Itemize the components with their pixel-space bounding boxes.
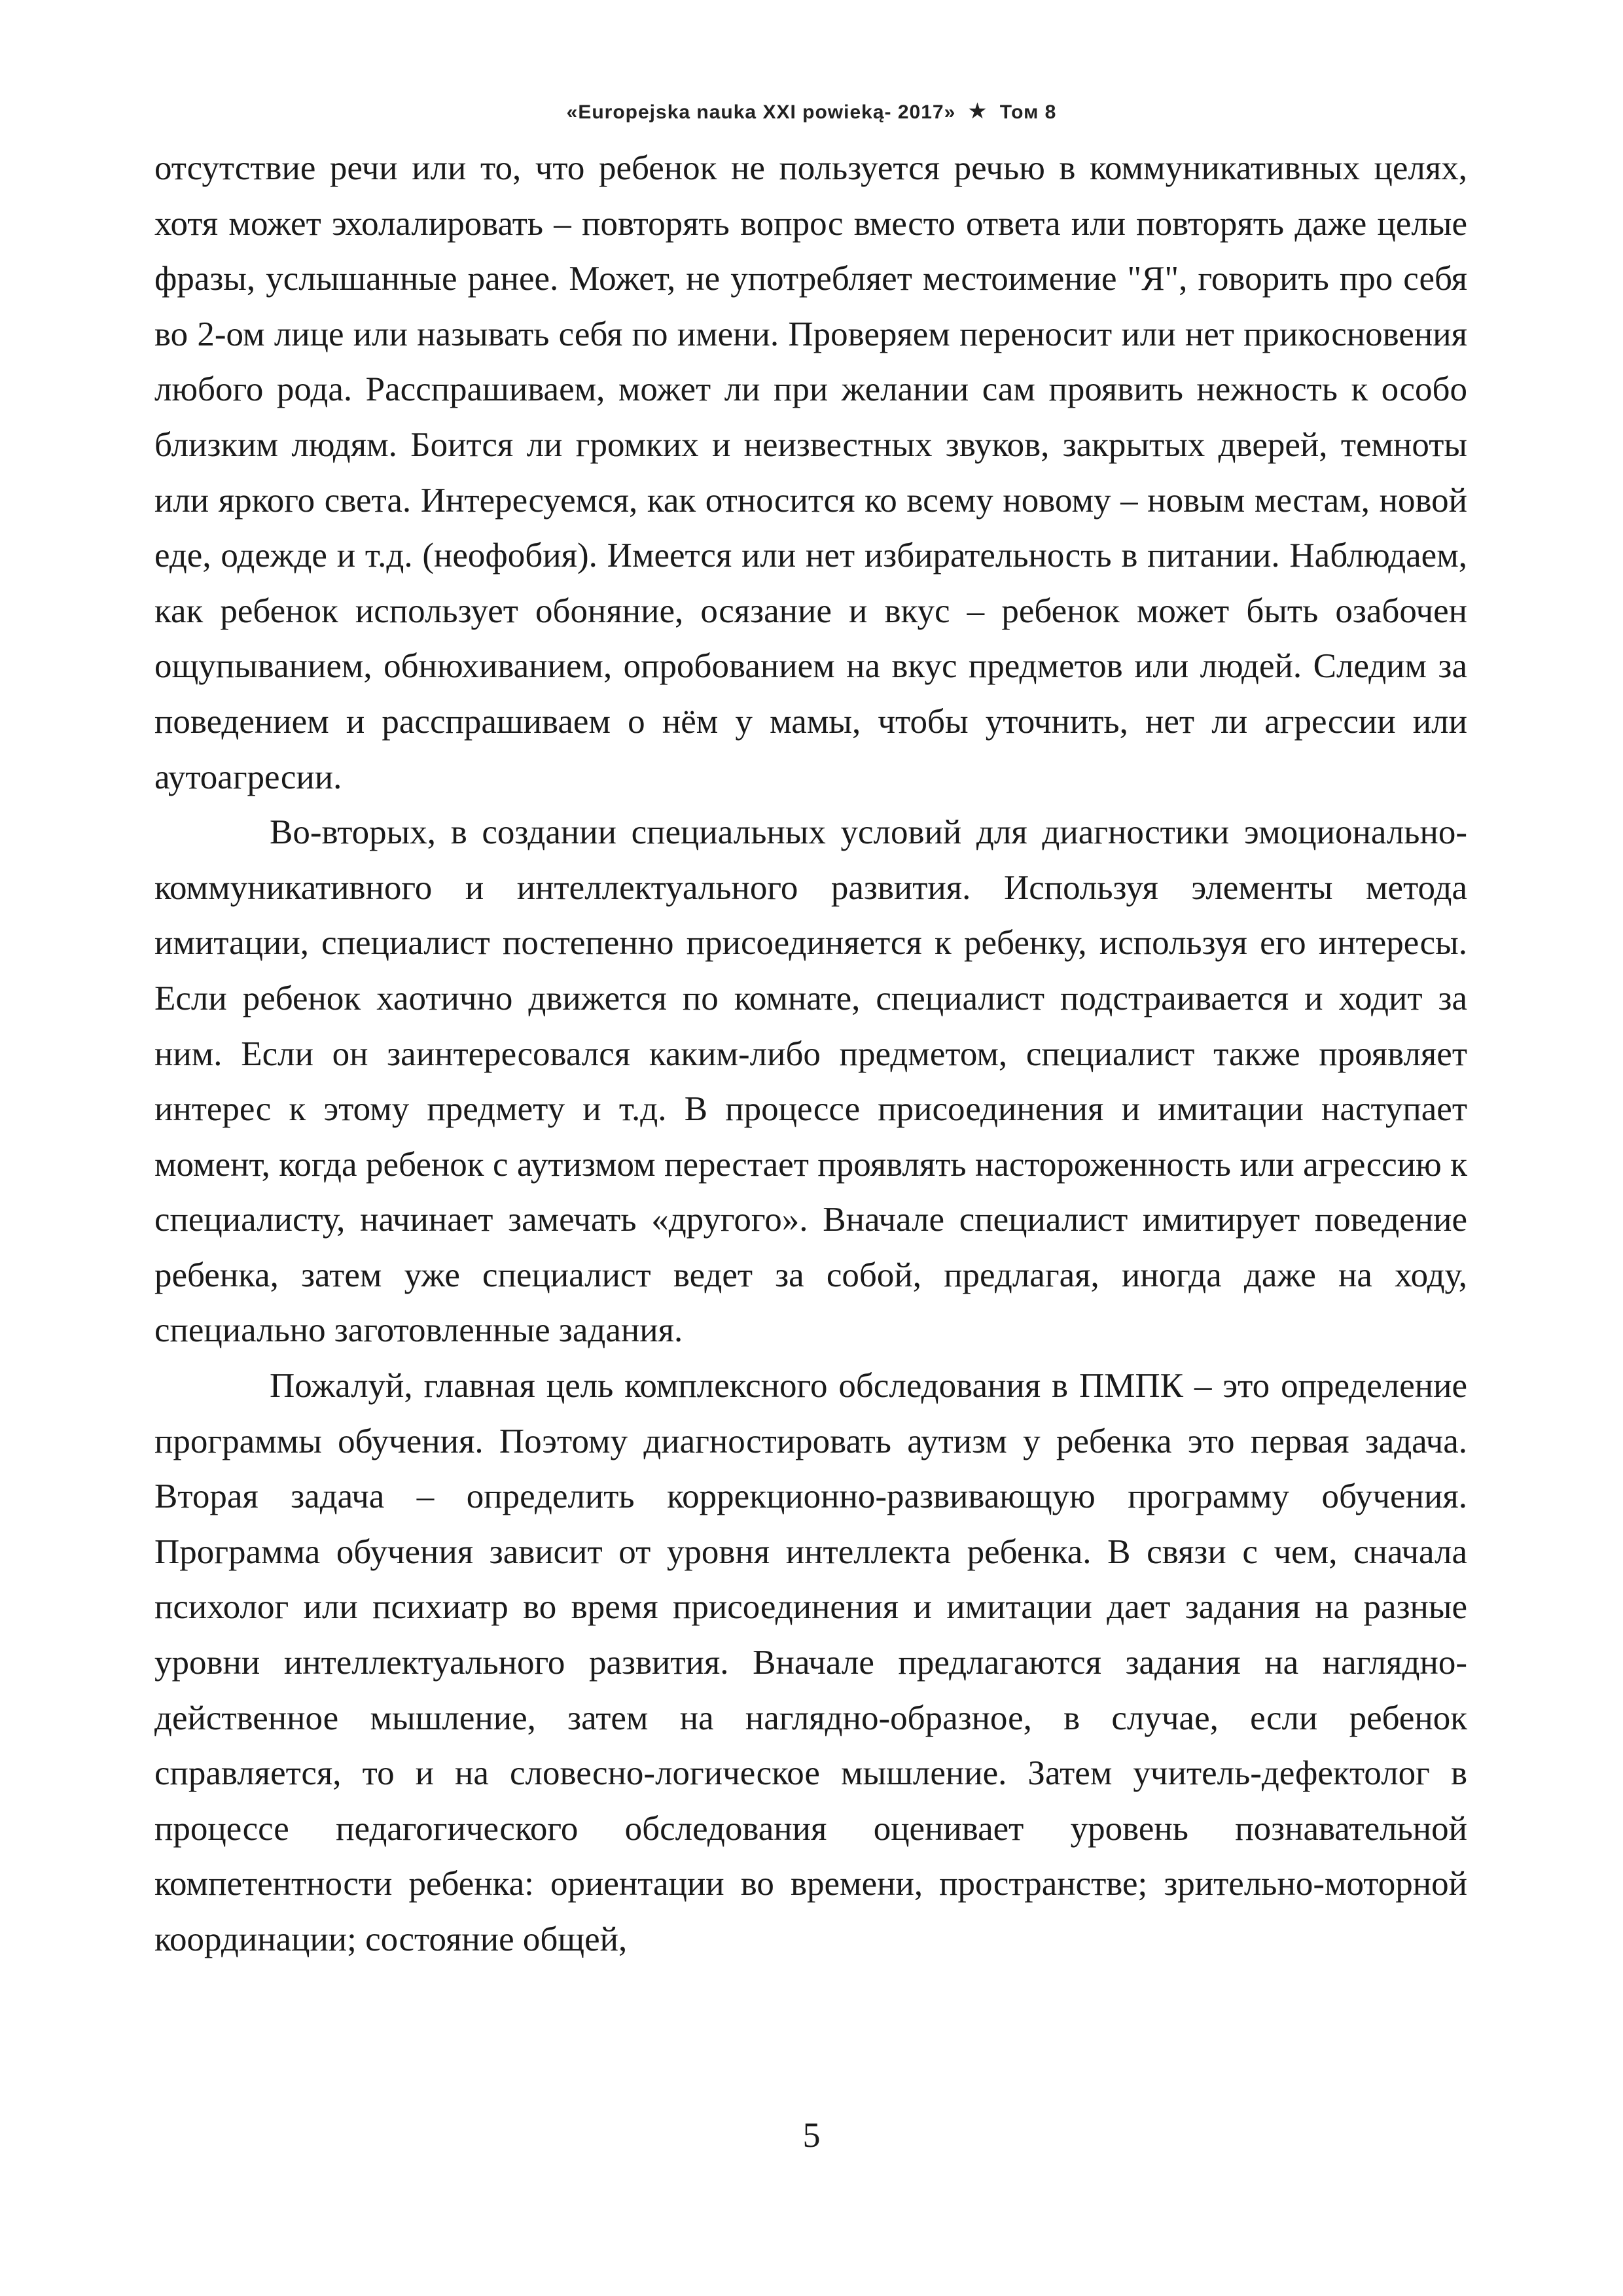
page-number: 5 xyxy=(802,2115,821,2155)
running-header xyxy=(0,98,1623,124)
paragraph: Пожалуй, главная цель комплексного обследования в ПМПК – это определение программы обучения. Поэтому диагностировать аутизм у ребенка это первая задача. Вторая задача – определить коррекционно-развивающую программу обучения. Программа обучения зависит от уровня интеллекта ребенка. В связи с чем, сначала психолог или психиатр во время присоединения и имитации дает задания на разные уровни интеллектуального развития. Вначале предлагаются задания на наглядно-действенное мышление, затем на наглядно-образное, в случае, если ребенок справляется, то и на словесно-логическое мышление. Затем учитель-дефектолог в процессе педагогического обследования оценивает уровень познавательной компетентности ребенка: ориентации во времени, пространстве; зрительно-моторной координации; состояние общей, xyxy=(154,1367,1467,1958)
paragraph-continued: отсутствие речи или то, что ребенок не пользуется речью в коммуникативных целях, хотя может эхолалировать – повторять вопрос вместо ответа или повторять даже целые фразы, услышанные ранее. Может, не употребляет местоимение "Я", говорить про себя во 2-ом лице или называть себя по имени. Проверяем переносит или нет прикосновения любого рода. Расспрашиваем, может ли при желании сам проявить нежность к особо близким людям. Боится ли громких и неизвестных звуков, закрытых дверей, темноты или яркого света. Интересуемся, как относится ко всему новому – новым местам, новой еде, одежде и т.д. (неофобия). Имеется или нет избирательность в питании. Наблюдаем, как ребенок использует обоняние, осязание и вкус – ребенок может быть озабочен ощупыванием, обнюхиванием, опробованием на вкус предметов или людей. Следим за поведением и расспрашиваем о нём у мамы, чтобы уточнить, нет ли агрессии или аутоагресии. xyxy=(154,149,1467,796)
paragraph: Во-вторых, в создании специальных условий для диагностики эмоционально-коммуникативного и интеллектуального развития. Используя элементы метода имитации, специалист постепенно присоединяется к ребенку, используя его интересы. Если ребенок хаотично движется по комнате, специалист подстраивается и ходит за ним. Если он заинтересовался каким-либо предметом, специалист также проявляет интерес к этому предмету и т.д. В процессе присоединения и имитации наступает момент, когда ребенок с аутизмом перестает проявлять настороженность или агрессию к специалисту, начинает замечать «другого». Вначале специалист имитирует поведение ребенка, затем уже специалист ведет за собой, предлагая, иногда даже на ходу, специально заготовленные задания. xyxy=(154,813,1467,1350)
volume-label: Том 8 xyxy=(999,101,1057,123)
main-text xyxy=(154,141,1467,1968)
journal-title: «Europejska nauka XXI powieką- 2017» xyxy=(566,101,956,123)
star-icon: ★ xyxy=(967,99,988,124)
